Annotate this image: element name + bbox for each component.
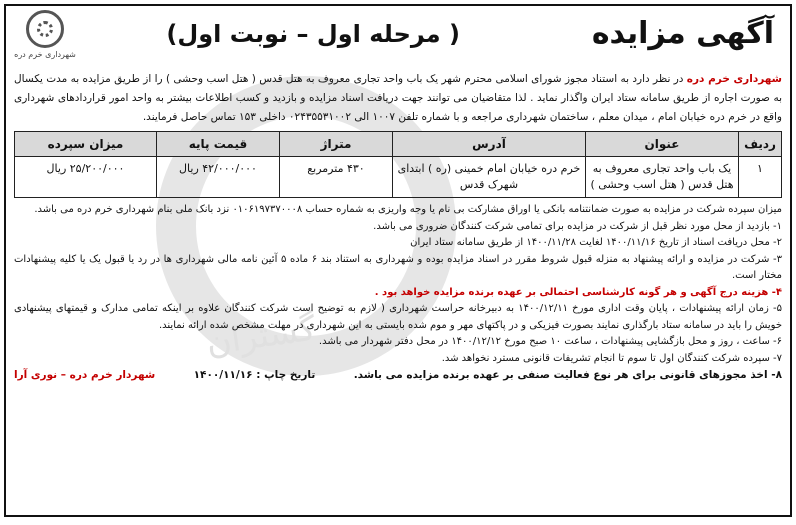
notice-subtitle: ( مرحله اول – نوبت اول) — [166, 20, 460, 48]
note-4: ۴- هزینه درج آگهی و هر گونه کارشناسی احتمالی بر عهده برنده مزایده خواهد بود . — [374, 286, 782, 298]
print-date: تاریخ چاپ : ۱۴۰۰/۱۱/۱۶ — [193, 369, 316, 381]
auction-notice — [4, 4, 792, 517]
note-8: ۸- اخذ مجوزهای قانونی برای هر نوع فعالیت صنفی بر عهده برنده مزایده می باشد. — [353, 369, 782, 381]
note-7: ۷- سپرده شرکت کنندگان اول تا سوم تا انجام تشریفات قانونی مسترد نخواهد شد. — [441, 352, 782, 364]
notice-footer — [14, 367, 782, 381]
notice-title: آگهی مزایده — [591, 16, 774, 51]
col-row: ردیف — [739, 132, 782, 157]
intro-lead: شهرداری خرم دره — [686, 73, 782, 85]
notice-header — [6, 6, 790, 68]
cell-title: یک باب واحد تجاری معروف به هتل قدس ( هتل اسب وحشی ) — [586, 157, 739, 198]
col-address: آدرس — [393, 132, 586, 157]
note-1: ۱- بازدید از محل مورد نظر قبل از شرکت در مزایده برای تمامی شرکت کنندگان ضروری می باشد. — [373, 220, 782, 232]
note-3: ۳- شرکت در مزایده و ارائه پیشنهاد به منزله قبول شروط مقرر در اسناد مزایده بوده و شهرداری به استناد بند ۶ ماده ۵ آئین نامه مالی شهرداری ها در رد یا قبول یک یا کلیه پیشنهادات مختار است. — [14, 253, 783, 281]
col-deposit: میزان سپرده — [15, 132, 157, 157]
cell-base-price: ۴۲/۰۰۰/۰۰۰ ریال — [157, 157, 280, 198]
col-base-price: قیمت پایه — [157, 132, 280, 157]
cell-area: ۴۳۰ مترمربع — [280, 157, 393, 198]
cell-address: خرم دره خیابان امام خمینی (ره ) ابتدای شهرک قدس — [393, 157, 586, 198]
note-2: ۲- محل دریافت اسناد از تاریخ ۱۴۰۰/۱۱/۱۶ لغایت ۱۴۰۰/۱۱/۲۸ از طریق سامانه ستاد ایران — [410, 237, 782, 248]
intro-paragraph — [14, 70, 782, 127]
watermark-text: گستران — [203, 308, 319, 364]
col-title: عنوان — [586, 132, 739, 157]
cell-row: ۱ — [739, 157, 782, 198]
cell-deposit: ۲۵/۲۰۰/۰۰۰ ریال — [15, 157, 157, 198]
note-6: ۶- ساعت ، روز و محل بازگشایی پیشنهادات ، ساعت ۱۰ صبح مورخ ۱۴۰۰/۱۲/۱۲ در محل دفتر شهردار می باشد. — [318, 336, 782, 347]
logo-text: شهرداری خرم دره — [14, 50, 76, 59]
signature: شهردار خرم دره – نوری آرا — [14, 369, 156, 381]
notes-list — [14, 202, 782, 367]
table-header-row — [15, 132, 782, 157]
logo-icon — [26, 10, 64, 48]
auction-table — [14, 131, 782, 198]
table-row — [15, 157, 782, 198]
note-deposit: میزان سپرده شرکت در مزایده به صورت ضمانتنامه بانکی یا اوراق مشارکت بی نام یا وجه واریزی به شماره حساب ۰۱۰۶۱۹۷۳۷۰۰۰۸ نزد بانک ملی بنام شهرداری خرم دره می باشد. — [34, 204, 782, 215]
note-5: ۵- زمان ارائه پیشنهادات ، پایان وقت اداری مورخ ۱۴۰۰/۱۲/۱۱ به دبیرخانه حراست شهرداری ( لازم به توضیح است شرکت کنندگان علاوه بر اینکه تمامی مدارک و قیمتهای پیشنهادی خویش را باید در سامانه ستاد بارگذاری نمایند بصورت فیزیکی و در پاکتهای مهر و موم شده بایستی به این شهرداری در مهلت مشخص شده ارائه نمایند. — [14, 303, 783, 331]
col-area: متراژ — [280, 132, 393, 157]
intro-text: در نظر دارد به استناد مجوز شورای اسلامی محترم شهر یک باب واحد تجاری معروف به هتل قدس ( هتل اسب وحشی ) را از طریق مزایده به مدت یکسال به صورت اجاره از طریق سامانه ستاد ایران واگذار نماید . لذا متقاضیان می توانند جهت دریافت اسناد مزایده و بازدید و کسب اطلاعات بیشتر به واحد امور قراردادهای شهرداری واقع در خرم دره خیابان امام ، میدان معلم ، ساختمان شهرداری مراجعه و با شماره تلفن ۱۰۰۷ الی ۰۲۴۳۵۵۳۱۰۰۲ داخلی ۱۵۳ تماس حاصل فرمایند. — [14, 73, 782, 123]
municipality-logo — [12, 10, 78, 66]
